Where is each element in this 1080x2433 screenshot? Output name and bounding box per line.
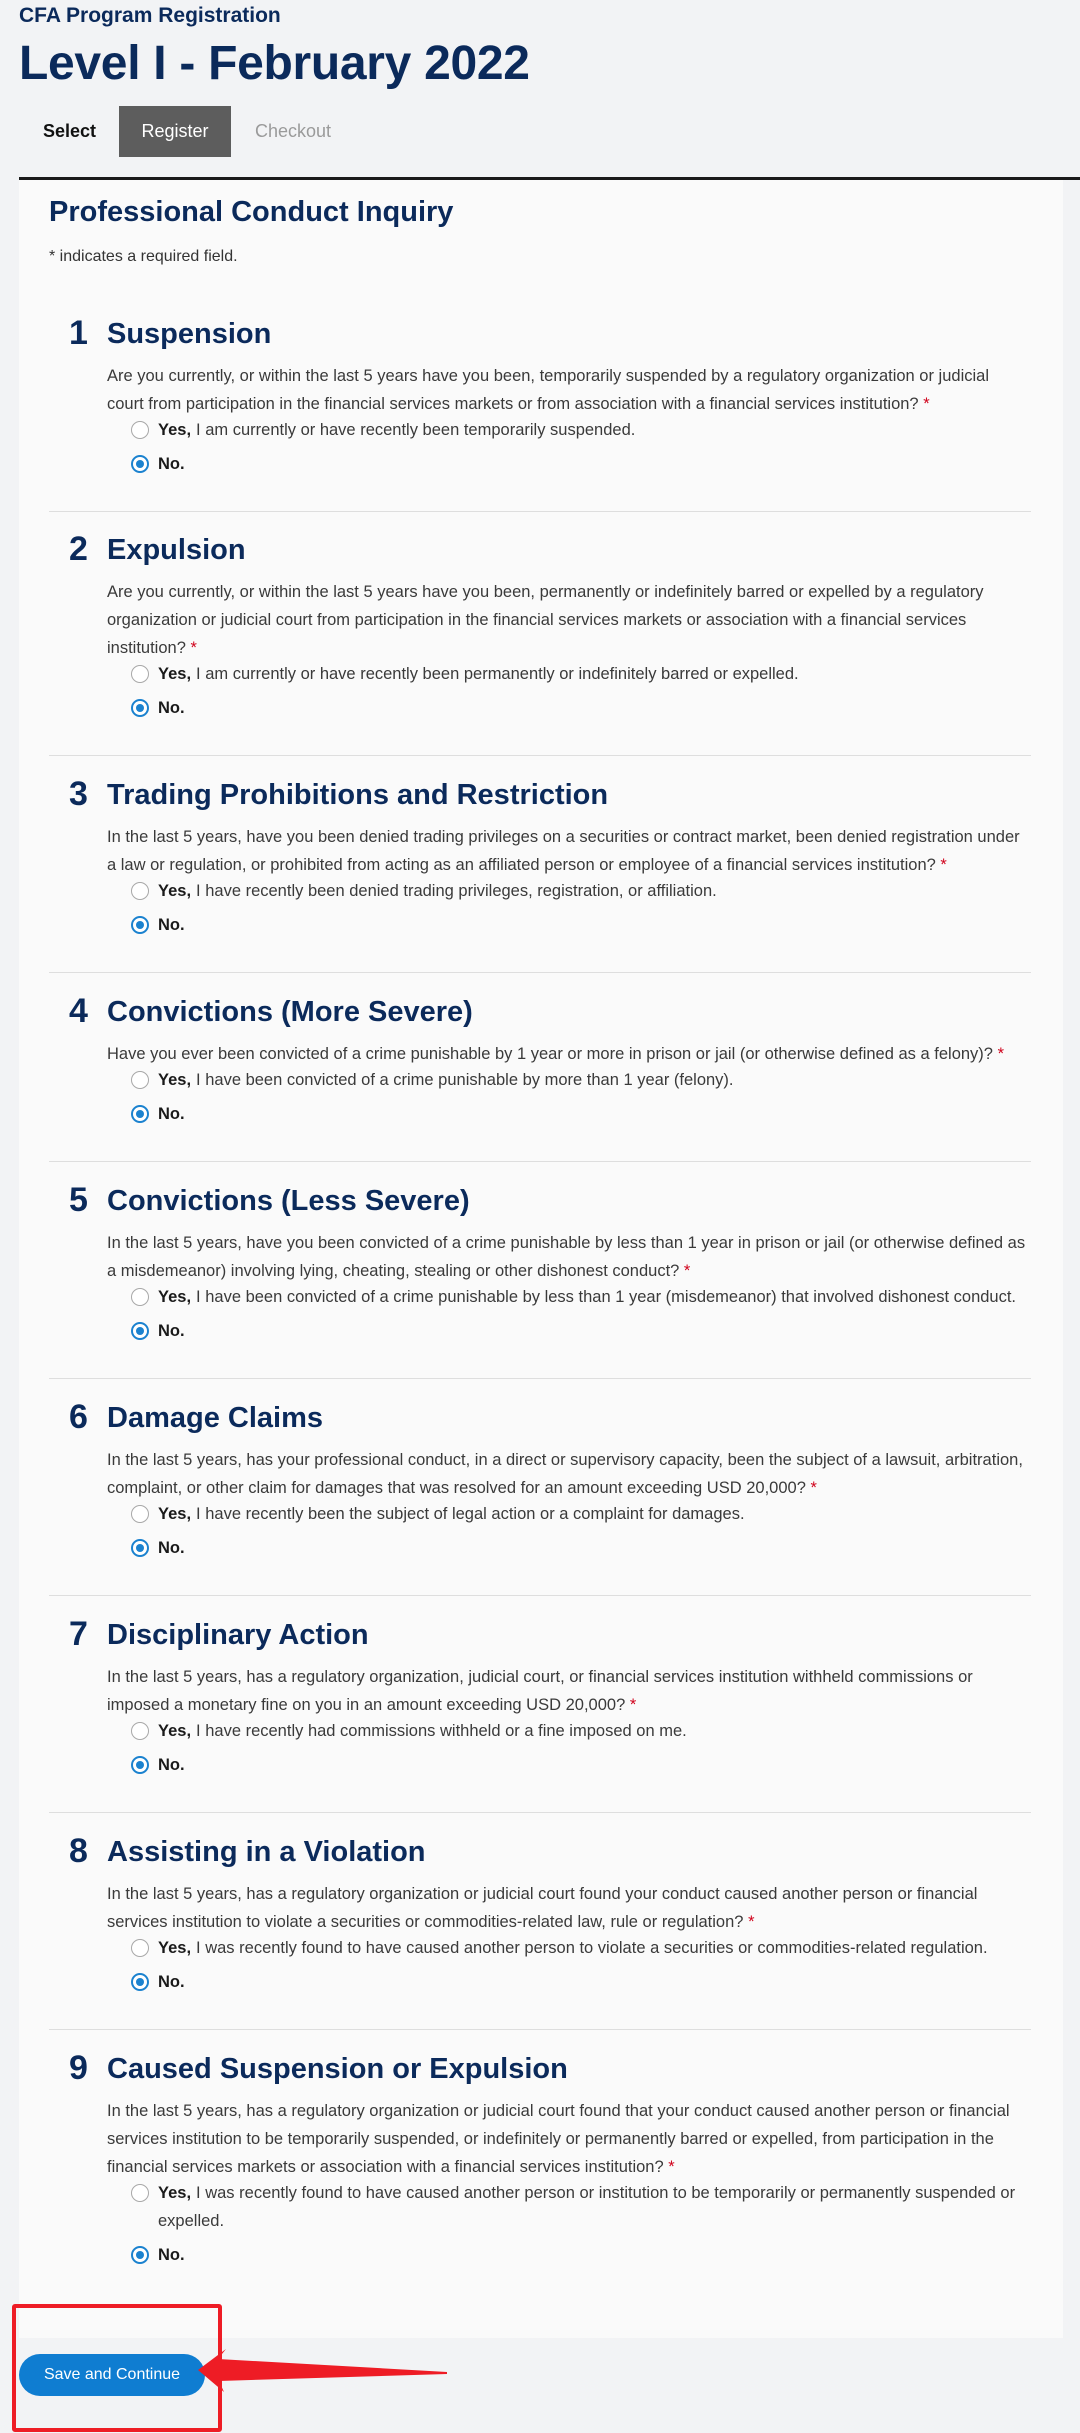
section-divider — [49, 511, 1031, 512]
radio-yes[interactable] — [131, 1288, 149, 1306]
option-yes[interactable] — [131, 1066, 1021, 1094]
question-number: 9 — [69, 2049, 88, 2087]
annotation-highlight-box — [12, 2304, 222, 2432]
radio-yes[interactable] — [131, 1722, 149, 1740]
yes-label: Yes, — [158, 1939, 192, 1957]
question-number: 5 — [69, 1181, 88, 1219]
step-select[interactable]: Select — [43, 121, 97, 141]
question-convictions-less-severe — [49, 1181, 1031, 1371]
yes-text: I have been convicted of a crime punishable by less than 1 year (misdemeanor) that involved dishonest conduct. — [196, 1288, 1017, 1306]
no-label: No. — [158, 699, 185, 717]
yes-text: I have recently been denied trading privileges, registration, or affiliation. — [196, 882, 717, 900]
section-divider — [49, 2029, 1031, 2030]
question-text: In the last 5 years, has a regulatory organization, judicial court, or financial services institution withheld commissions or imposed a monetary fine on you in an amount exceeding USD 20,000? * — [107, 1668, 973, 1714]
question-damage-claims — [49, 1398, 1031, 1588]
yes-label: Yes, — [158, 665, 192, 683]
yes-label: Yes, — [158, 1071, 192, 1089]
option-no[interactable] — [131, 1100, 1021, 1128]
radio-no-selected[interactable] — [131, 916, 149, 934]
required-marker: * — [629, 1696, 637, 1714]
question-title: Caused Suspension or Expulsion — [107, 2053, 568, 2085]
radio-yes[interactable] — [131, 1505, 149, 1523]
option-label — [158, 660, 799, 688]
option-yes[interactable] — [131, 2179, 1021, 2235]
yes-text: I was recently found to have caused another person or institution to be temporarily or permanently suspended or expelled. — [158, 2184, 1016, 2230]
yes-text: I have been convicted of a crime punishable by more than 1 year (felony). — [196, 1071, 734, 1089]
question-number: 1 — [69, 314, 88, 352]
question-title: Convictions (Less Severe) — [107, 1185, 470, 1217]
option-label — [158, 1934, 988, 1962]
no-label: No. — [158, 1539, 185, 1557]
no-label: No. — [158, 1756, 185, 1774]
option-label — [158, 1500, 745, 1528]
question-number: 2 — [69, 530, 88, 568]
question-title: Trading Prohibitions and Restriction — [107, 779, 609, 811]
radio-no-selected[interactable] — [131, 1756, 149, 1774]
yes-label: Yes, — [158, 1288, 192, 1306]
section-divider — [49, 755, 1031, 756]
question-text: Are you currently, or within the last 5 years have you been, permanently or indefinitely barred or expelled by a regulatory organization or judicial court from participation in the financial services markets or association with a financial services institution? * — [107, 583, 984, 657]
question-title: Convictions (More Severe) — [107, 996, 473, 1028]
radio-no-selected[interactable] — [131, 1973, 149, 1991]
no-label: No. — [158, 2246, 185, 2264]
question-number: 3 — [69, 775, 88, 813]
step-checkout[interactable]: Checkout — [254, 121, 332, 141]
save-and-continue-button[interactable]: Save and Continue — [19, 2354, 205, 2396]
option-yes[interactable] — [131, 877, 1021, 905]
required-marker: * — [748, 1913, 755, 1931]
radio-no-selected[interactable] — [131, 1322, 149, 1340]
registration-steps — [19, 106, 355, 157]
question-text: In the last 5 years, has a regulatory organization or judicial court found that your conduct caused another person or financial services institution to be temporarily suspended, or indefinitely or permanently barred or expelled, from participation in the financial services markets or association with a financial services institution? * — [107, 2102, 1010, 2176]
radio-yes[interactable] — [131, 1939, 149, 1957]
yes-text: I was recently found to have caused another person to violate a securities or commodities-related regulation. — [196, 1939, 988, 1957]
required-marker: * — [923, 395, 930, 413]
section-divider — [49, 972, 1031, 973]
yes-text: I am currently or have recently been permanently or indefinitely barred or expelled. — [196, 665, 799, 683]
required-marker: * — [190, 639, 197, 657]
no-label: No. — [158, 1973, 185, 1991]
option-no[interactable] — [131, 450, 1021, 478]
question-title: Assisting in a Violation — [107, 1836, 426, 1868]
option-no[interactable] — [131, 2241, 1021, 2269]
question-number: 8 — [69, 1832, 88, 1870]
question-title: Disciplinary Action — [107, 1619, 369, 1651]
radio-no-selected[interactable] — [131, 455, 149, 473]
no-label: No. — [158, 916, 185, 934]
yes-label: Yes, — [158, 2184, 192, 2202]
option-no[interactable] — [131, 911, 1021, 939]
radio-yes[interactable] — [131, 421, 149, 439]
radio-yes[interactable] — [131, 2184, 149, 2202]
step-register[interactable]: Register — [119, 106, 231, 157]
option-yes[interactable] — [131, 1717, 1021, 1745]
question-text: Have you ever been convicted of a crime punishable by 1 year or more in prison or jail (or otherwise defined as a felony)? * — [107, 1045, 1004, 1063]
option-label — [158, 416, 635, 444]
option-yes[interactable] — [131, 1283, 1021, 1311]
conduct-form-panel — [19, 180, 1063, 2338]
option-label — [158, 2179, 1021, 2235]
form-title: Professional Conduct Inquiry — [49, 196, 454, 228]
option-no[interactable] — [131, 1534, 1021, 1562]
no-label: No. — [158, 1105, 185, 1123]
question-caused-suspension — [49, 2049, 1031, 2309]
page-title: Level I - February 2022 — [19, 37, 530, 90]
question-assisting-violation — [49, 1832, 1031, 2022]
radio-yes[interactable] — [131, 665, 149, 683]
yes-text: I have recently been the subject of legal action or a complaint for damages. — [196, 1505, 745, 1523]
question-number: 6 — [69, 1398, 88, 1436]
question-text: In the last 5 years, has your professional conduct, in a direct or supervisory capacity, been the subject of a lawsuit, arbitration, complaint, or other claim for damages that was resolved for an amount exceeding USD 20,000? * — [107, 1451, 1023, 1497]
section-divider — [49, 1812, 1031, 1813]
option-no[interactable] — [131, 1968, 1021, 1996]
option-label — [158, 1717, 687, 1745]
question-expulsion — [49, 530, 1031, 740]
option-no[interactable] — [131, 1317, 1021, 1345]
yes-text: I have recently had commissions withheld or a fine imposed on me. — [196, 1722, 687, 1740]
yes-text: I am currently or have recently been temporarily suspended. — [196, 421, 636, 439]
option-label — [158, 1283, 1016, 1311]
question-number: 4 — [69, 992, 88, 1030]
radio-yes[interactable] — [131, 1071, 149, 1089]
option-label — [158, 1066, 734, 1094]
option-no[interactable] — [131, 694, 1021, 722]
radio-no-selected[interactable] — [131, 1539, 149, 1557]
option-yes[interactable] — [131, 1500, 1021, 1528]
no-label: No. — [158, 455, 185, 473]
question-disciplinary-action — [49, 1615, 1031, 1805]
required-marker: * — [940, 856, 947, 874]
question-suspension — [49, 314, 1031, 504]
option-yes[interactable] — [131, 1934, 1021, 1962]
page-subtitle: CFA Program Registration — [19, 4, 281, 27]
option-label — [158, 877, 717, 905]
required-note: * indicates a required field. — [49, 248, 238, 265]
radio-no-selected[interactable] — [131, 2246, 149, 2264]
question-text: In the last 5 years, have you been denied trading privileges on a securities or contract market, been denied registration under a law or regulation, or prohibited from acting as an affiliated person or employee of a financial services institution? * — [107, 828, 1020, 874]
question-title: Damage Claims — [107, 1402, 323, 1434]
radio-no-selected[interactable] — [131, 1105, 149, 1123]
question-trading-prohibitions — [49, 775, 1031, 965]
yes-label: Yes, — [158, 1505, 192, 1523]
no-label: No. — [158, 1322, 185, 1340]
question-title: Expulsion — [107, 534, 246, 566]
required-marker: * — [668, 2158, 675, 2176]
section-divider — [49, 1378, 1031, 1379]
required-marker: * — [810, 1479, 817, 1497]
option-no[interactable] — [131, 1751, 1021, 1779]
section-divider — [49, 1161, 1031, 1162]
option-yes[interactable] — [131, 660, 1021, 688]
question-convictions-more-severe — [49, 992, 1031, 1152]
question-title: Suspension — [107, 318, 272, 350]
section-divider — [49, 1595, 1031, 1596]
yes-label: Yes, — [158, 1722, 192, 1740]
question-text: In the last 5 years, have you been convicted of a crime punishable by less than 1 year in prison or jail (or otherwise defined as a misdemeanor) involving lying, cheating, stealing or other dishonest conduct? * — [107, 1234, 1026, 1280]
required-marker: * — [683, 1262, 691, 1280]
yes-label: Yes, — [158, 882, 192, 900]
option-yes[interactable] — [131, 416, 1021, 444]
question-number: 7 — [69, 1615, 88, 1653]
radio-yes[interactable] — [131, 882, 149, 900]
radio-no-selected[interactable] — [131, 699, 149, 717]
required-marker: * — [997, 1045, 1004, 1063]
yes-label: Yes, — [158, 421, 192, 439]
question-text: In the last 5 years, has a regulatory organization or judicial court found your conduct caused another person or financial services institution to violate a securities or commodities-related law, rule or regulation? * — [107, 1885, 978, 1931]
question-text: Are you currently, or within the last 5 years have you been, temporarily suspended by a regulatory organization or judicial court from participation in the financial services markets or from association with a financial services institution? * — [107, 367, 990, 413]
